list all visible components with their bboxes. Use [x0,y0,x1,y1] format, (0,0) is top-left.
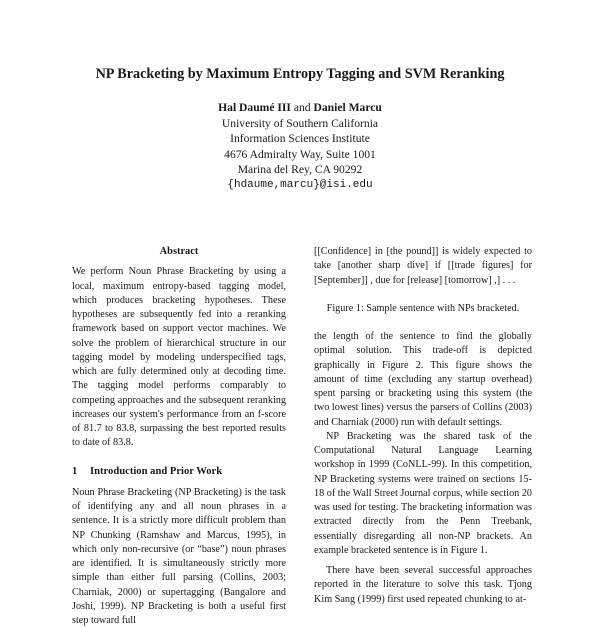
author-2: Daniel Marcu [313,101,382,114]
section-heading [72,465,286,479]
author-block [0,100,600,194]
left-column [72,245,286,628]
section-title: Introduction and Prior Work [90,465,223,477]
section-number: 1 [72,465,78,477]
body-paragraph-conll: NP Bracketing was the shared task of the Computational Natural Language Learning workshop in 1999 (CoNLL-99). In this competition, NP Bracketing systems were trained on sections 15-18 of the Wall Street Journal corpus, while section 20 was used for testing. The bracketing information was extracted directly from the Penn Treebank, essentially disregarding all non-NP brackets. An example bracketed sentence is in Figure 1. [314,430,532,556]
affiliation: University of Southern California [221,116,379,130]
abstract-text: We perform Noun Phrase Bracketing by using a local, maximum entropy-based tagging model, which produces bracketing hypotheses. These hypotheses are subsequently fed into a reranking framework based on support vector machines. We solve the problem of hierarchical structure in our tagging model by modeling underspecified tags, which are fully determined only at decoding time. The tagging model performs comparably to competing approaches and the subsequent reranking increases our system's performance from an f-score of 81.7 to 83.8, surpassing the best reported results to date of 83.8. [72,266,286,449]
paper-title: NP Bracketing by Maximum Entropy Tagging and SVM Reranking [95,66,505,82]
author-conjunction: and [293,101,311,114]
institute: Information Sciences Institute [230,132,370,146]
intro-paragraph: Noun Phrase Bracketing (NP Bracketing) is the task of identifying any and all noun phrases in a sentence. It is a strictly more difficult problem than NP Chunking (Ramshaw and Marcus, 1995), in which only non-recursive (or “base”) noun phrases are identified. It is simultaneously strictly more simple than either full parsing (Collins, 2003; Charniak, 2000) or supertagging (Bangalore and Joshi, 1999). NP Bracketing is both a useful first step toward full [72,486,286,626]
body-paragraph-continued: the length of the sentence to find the globally optimal solution. This trade-off is depicted graphically in Figure 2. This figure shows the amount of time (excluding any startup overhead) spent parsing or bracketing using this system (the two lowest lines) versus the parsers of Collins (2003) and Charniak (2000) run with default settings. [314,331,532,428]
author-email: {hdaume,marcu}@isi.edu [227,178,373,191]
body-paragraph-approaches: There have been several successful approaches reported in the literature to solve this task. Tjong Kim Sang (1999) first used repeated chunking to at- [314,565,532,605]
abstract-heading: Abstract [159,246,199,257]
right-column [314,245,532,607]
figure-1-example-sentence: [[Confidence] in [the pound]] is widely expected to take [another sharp dive] if [[trade figures] for [September]] , due for [release] [tomorrow] ,] . . . [314,246,532,286]
author-1: Hal Daumé III [218,101,291,114]
address-line-2: Marina del Rey, CA 90292 [237,163,363,177]
author-names [0,100,600,116]
figure-1-caption: Figure 1: Sample sentence with NPs bracketed. [326,302,520,314]
address-line-1: 4676 Admiralty Way, Suite 1001 [224,147,376,161]
